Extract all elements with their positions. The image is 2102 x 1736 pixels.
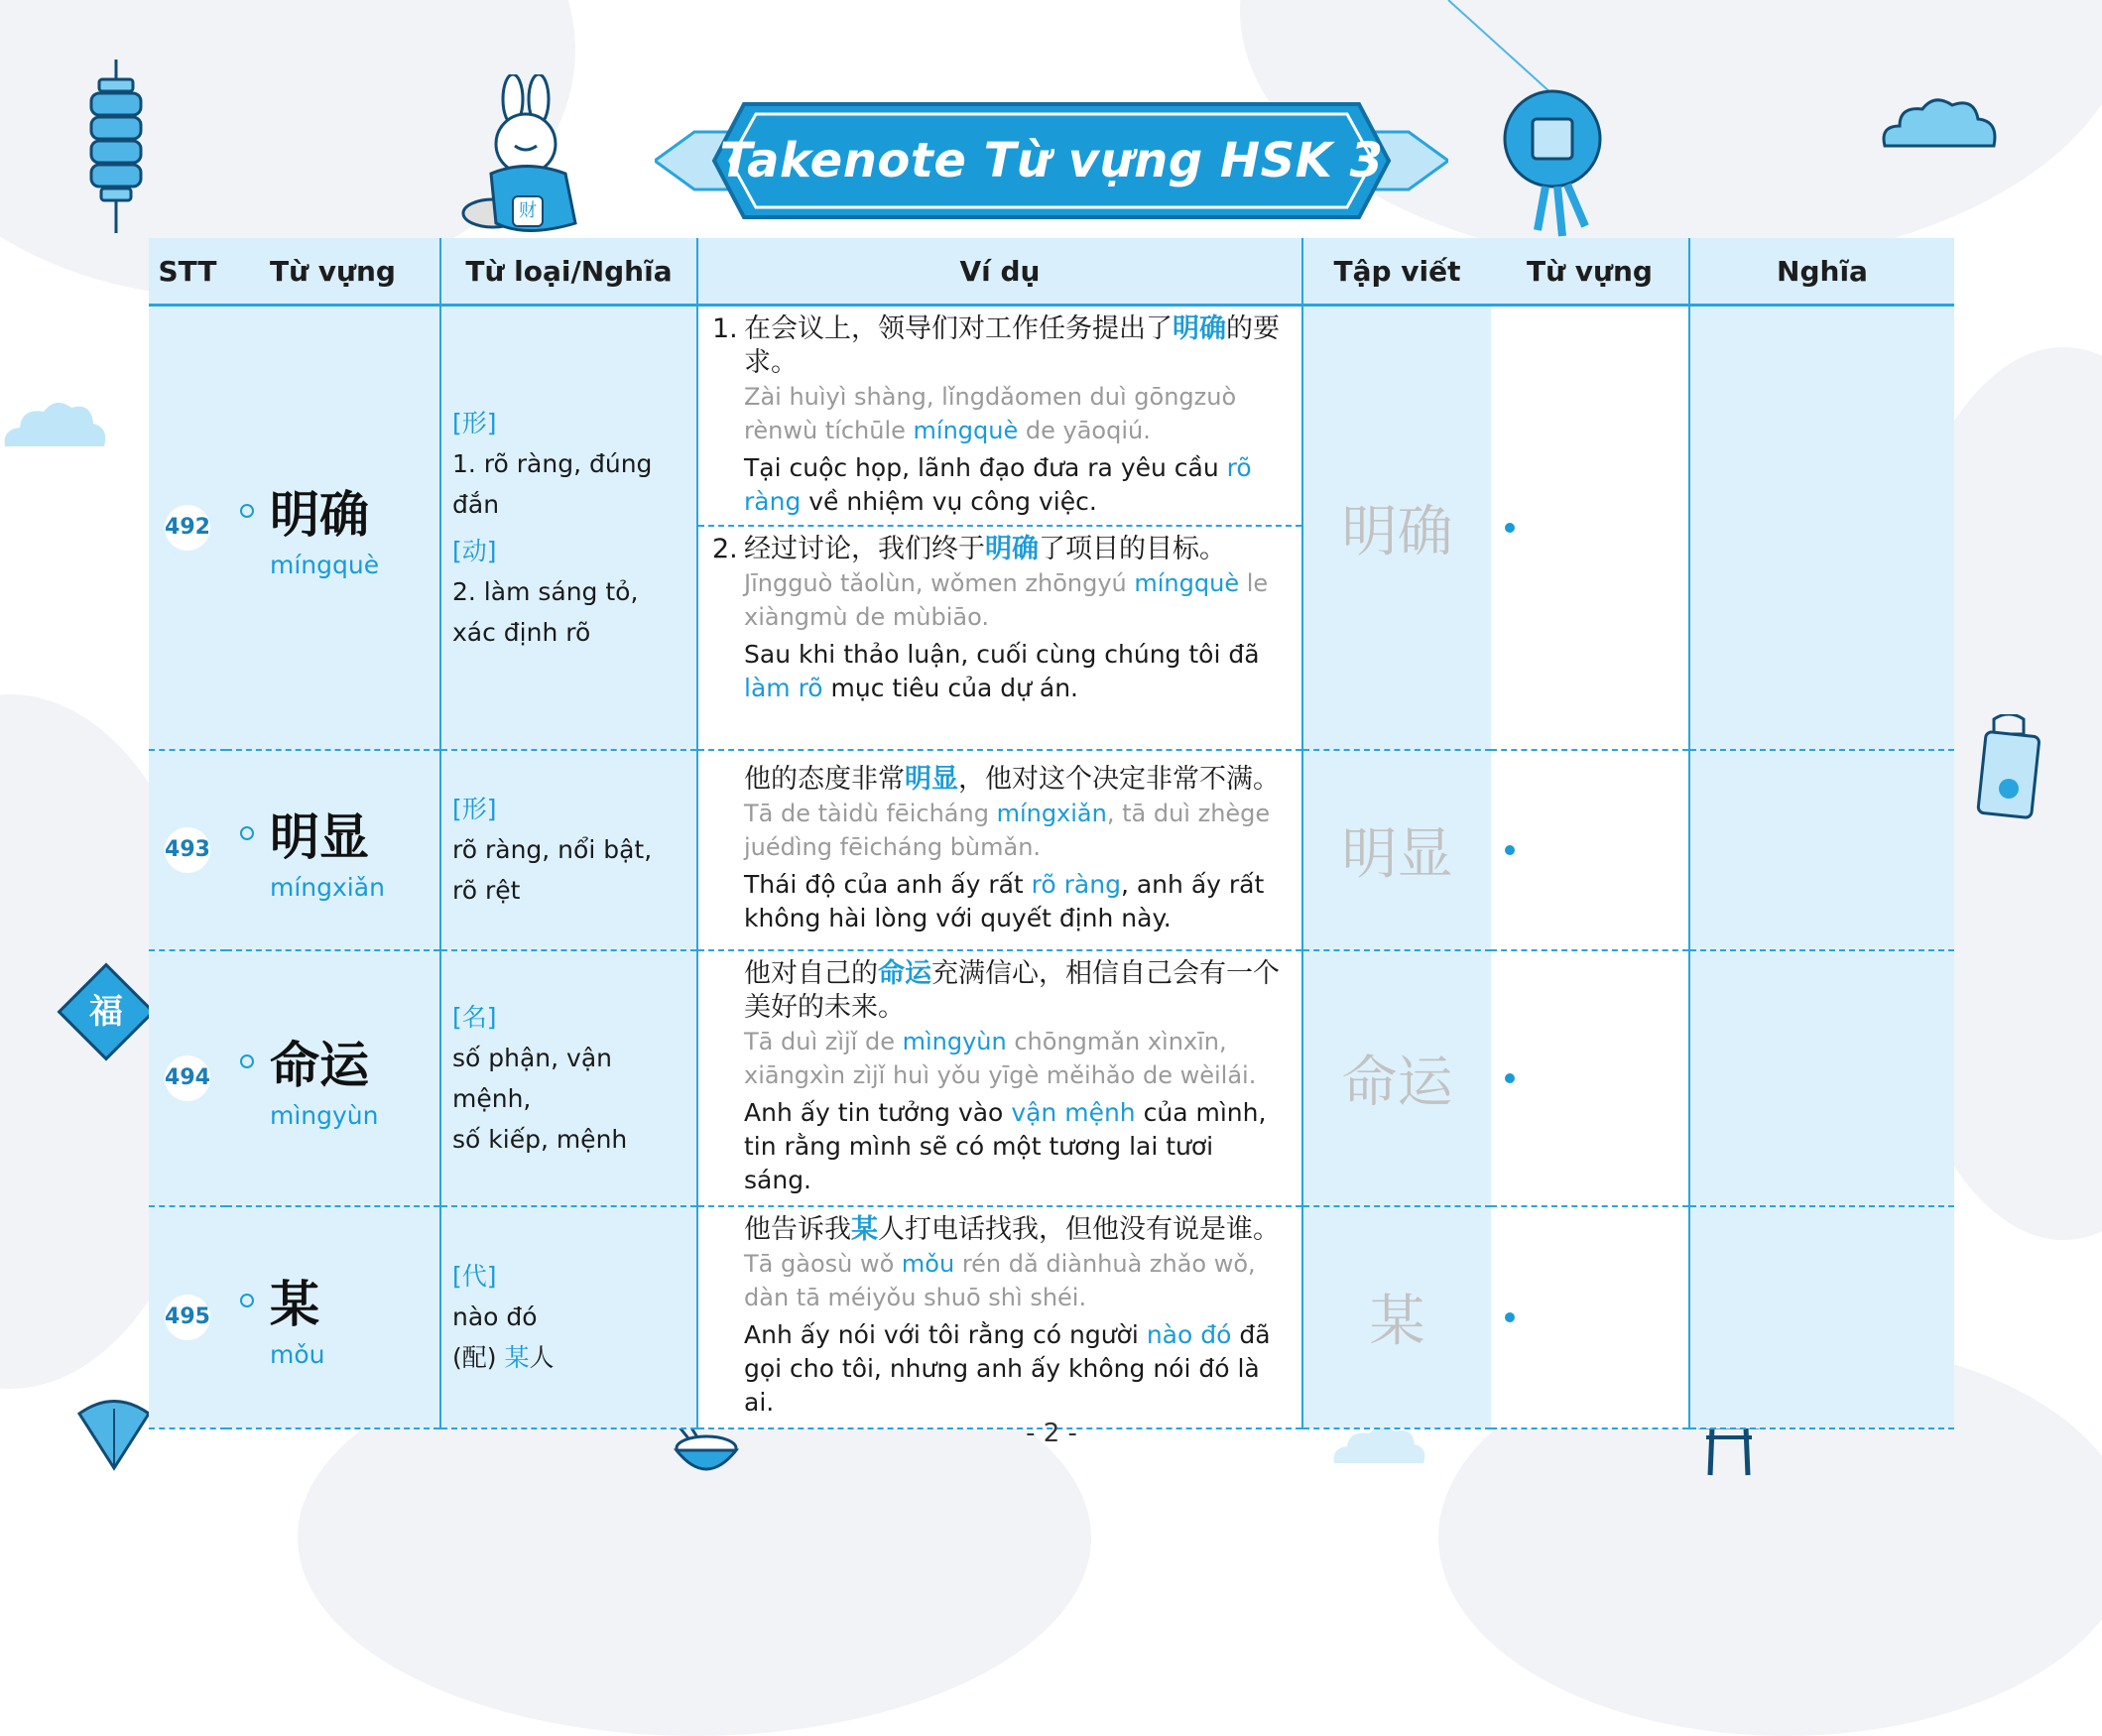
- meaning-line: nào đó: [452, 1302, 538, 1331]
- hanging-lantern-icon: [81, 60, 151, 238]
- hanzi: 明显: [270, 808, 369, 866]
- example-pinyin: Tā de tàidù fēicháng míngxiǎn, tā duì zhège juédìng fēicháng bùmǎn.: [744, 799, 1271, 861]
- example-chinese: 在会议上，领导们对工作任务提出了明确的要求。: [744, 313, 1280, 378]
- header-stt: STT: [149, 238, 226, 306]
- row-number-badge: 494: [165, 1055, 210, 1101]
- pinyin: míngquè: [270, 551, 380, 580]
- fu-sign-text: 福: [89, 992, 123, 1032]
- example-pinyin: Tā gàosù wǒ mǒu rén dǎ diànhuà zhǎo wǒ, dàn tā méiyǒu shuō shì shéi.: [744, 1249, 1256, 1311]
- hanzi: 命运: [270, 1037, 369, 1094]
- example-chinese: 他的态度非常明显，他对这个决定非常不满。: [744, 763, 1280, 795]
- part-of-speech: [代]: [452, 1262, 497, 1291]
- example-vietnamese: Anh ấy nói với tôi rằng có người nào đó đã gọi cho tôi, nhưng anh ấy không nói đó là ai.: [744, 1319, 1271, 1417]
- header-type-meaning: Từ loại/Nghĩa: [440, 238, 697, 306]
- meaning-line: 1. rõ ràng, đúng đắn: [452, 448, 653, 519]
- meaning-blank-cell: [1689, 1206, 1954, 1428]
- example-chinese: 经过讨论，我们终于明确了项目的目标。: [744, 534, 1226, 564]
- meaning-blank-cell: [1689, 950, 1954, 1206]
- word-type-meaning: [441, 1256, 696, 1378]
- omamori-charm-icon: [1974, 714, 2043, 823]
- cloud-icon: [1875, 91, 2004, 161]
- part-of-speech: [动]: [452, 536, 497, 565]
- vocab-word: [226, 798, 439, 902]
- writing-practice-char: 某: [1369, 1289, 1425, 1354]
- bullet-ring-icon: [240, 826, 254, 840]
- example-block: [698, 525, 1301, 713]
- banner-title: Takenote Từ vựng HSK 3: [719, 133, 1384, 188]
- mascot-badge: 财: [512, 195, 544, 227]
- word-type-meaning: [441, 789, 696, 911]
- bullet-ring-icon: [240, 1054, 254, 1068]
- table-row: [149, 306, 1954, 750]
- bullet-dot-icon: [1505, 1312, 1515, 1322]
- table-header-row: [149, 238, 1954, 306]
- hanzi: 某: [270, 1276, 319, 1333]
- collocation-line: (配) 某人: [452, 1343, 555, 1372]
- example-vietnamese: Thái độ của anh ấy rất rõ ràng, anh ấy rất không hài lòng với quyết định này.: [744, 869, 1265, 932]
- vocab-word: [226, 1026, 439, 1130]
- meaning-line: rõ ràng, nổi bật,: [452, 835, 653, 864]
- title-banner: [655, 102, 1448, 219]
- row-number-badge: 493: [165, 827, 210, 873]
- meaning-line: 2. làm sáng tỏ,: [452, 576, 639, 606]
- header-meaning: Nghĩa: [1689, 238, 1954, 306]
- rabbit-mascot: [451, 74, 600, 233]
- cloud-icon: [0, 392, 109, 461]
- vocab-table: [149, 238, 1954, 1429]
- bullet-dot-icon: [1505, 1073, 1515, 1083]
- row-number-badge: 492: [165, 505, 210, 551]
- meaning-line: số phận, vận mệnh,: [452, 1043, 612, 1113]
- example-block: [698, 757, 1301, 943]
- example-number: 2.: [712, 534, 738, 564]
- sky-lantern-icon: [1438, 0, 1657, 238]
- writing-practice-char: 命运: [1341, 1050, 1453, 1115]
- bullet-dot-icon: [1505, 523, 1515, 533]
- example-number: 1.: [712, 313, 738, 344]
- row-number-badge: 495: [165, 1295, 210, 1340]
- example-pinyin: Jīngguò tǎolùn, wǒmen zhōngyú míngquè le xiàngmù de mùbiāo.: [744, 569, 1269, 631]
- example-vietnamese: Sau khi thảo luận, cuối cùng chúng tôi đã làm rõ mục tiêu của dự án.: [744, 640, 1260, 702]
- pinyin: míngxiǎn: [270, 873, 385, 902]
- header-writing: Tập viết: [1302, 238, 1491, 306]
- example-block: [698, 1207, 1301, 1427]
- meaning-line: xác định rõ: [452, 617, 591, 647]
- meaning-blank-cell: [1689, 306, 1954, 750]
- example-chinese: 他告诉我某人打电话找我，但他没有说是谁。: [744, 1213, 1280, 1245]
- example-pinyin: Zài huìyì shàng, lǐngdǎomen duì gōngzuò rènwù tíchūle míngquè de yāoqiú.: [744, 383, 1237, 444]
- pinyin: mǒu: [270, 1340, 325, 1369]
- writing-practice-char: 明显: [1341, 821, 1453, 887]
- bullet-ring-icon: [240, 1294, 254, 1307]
- table-row: [149, 750, 1954, 950]
- part-of-speech: [形]: [452, 408, 497, 437]
- bullet-ring-icon: [240, 504, 254, 518]
- writing-practice-char: 明确: [1341, 499, 1453, 564]
- vocab-word: [226, 1265, 439, 1369]
- header-vocab: Từ vựng: [226, 238, 440, 306]
- word-type-meaning: [441, 997, 696, 1160]
- part-of-speech: [形]: [452, 795, 497, 823]
- bullet-dot-icon: [1505, 845, 1515, 855]
- header-vocab-2: Từ vựng: [1491, 238, 1689, 306]
- meaning-line: số kiếp, mệnh: [452, 1124, 628, 1154]
- table-row: [149, 950, 1954, 1206]
- header-example: Ví dụ: [697, 238, 1302, 306]
- example-block: [698, 951, 1301, 1205]
- meaning-line: rõ rệt: [452, 876, 521, 905]
- example-pinyin: Tā duì zìjǐ de mìngyùn chōngmǎn xìnxīn, xiāngxìn zìjǐ huì yǒu yīgè měihǎo de wèilái.: [744, 1027, 1257, 1089]
- vocab-word: [226, 475, 439, 579]
- pinyin: mìngyùn: [270, 1101, 379, 1130]
- part-of-speech: [名]: [452, 1002, 497, 1032]
- word-type-meaning: [441, 403, 696, 653]
- meaning-blank-cell: [1689, 750, 1954, 950]
- page-number: - 2 -: [1026, 1419, 1077, 1448]
- hand-fan-icon: [69, 1394, 159, 1473]
- example-vietnamese: Anh ấy tin tưởng vào vận mệnh của mình, tin rằng mình sẽ có một tương lai tươi sáng.: [744, 1097, 1267, 1194]
- example-chinese: 他对自己的命运充满信心，相信自己会有一个美好的未来。: [744, 957, 1280, 1023]
- example-block: [698, 307, 1301, 525]
- hanzi: 明确: [270, 486, 369, 545]
- example-vietnamese: Tại cuộc họp, lãnh đạo đưa ra yêu cầu rõ ràng về nhiệm vụ công việc.: [744, 453, 1252, 516]
- table-row: [149, 1206, 1954, 1428]
